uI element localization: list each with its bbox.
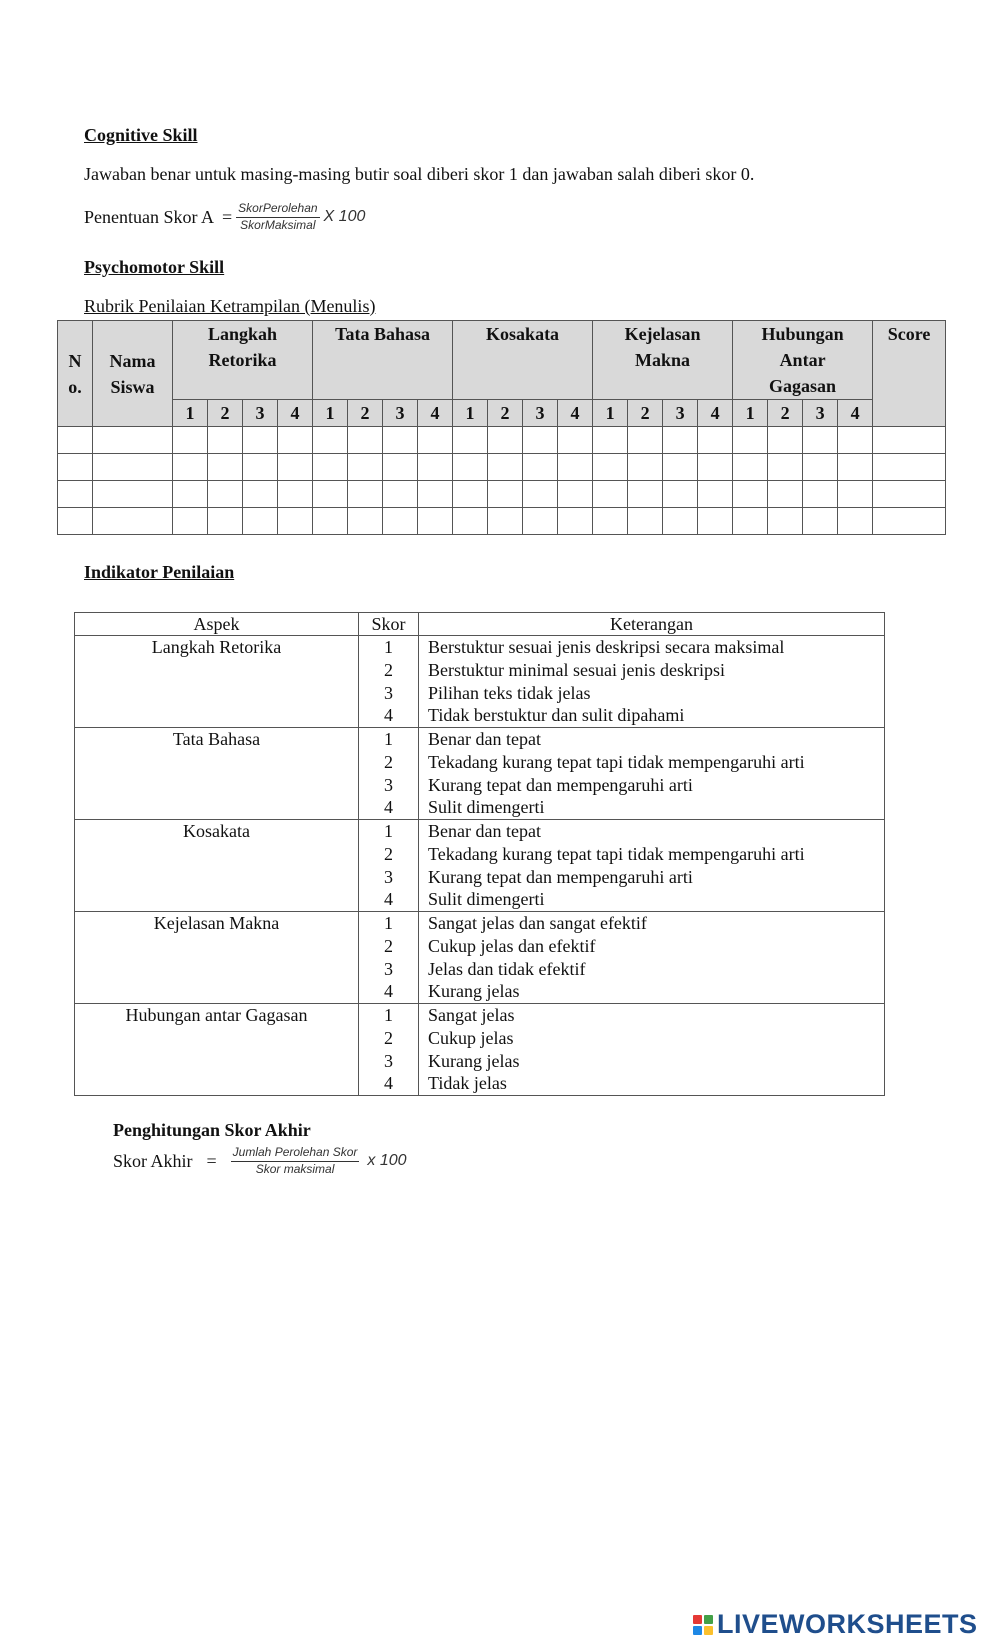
- indikator-aspek: Langkah Retorika: [75, 636, 359, 728]
- indikator-skor: 2: [384, 843, 393, 864]
- rubric-subscore-header: 1: [733, 400, 768, 427]
- rubric-empty-cell[interactable]: [58, 508, 93, 535]
- skor-a-multiplier: X 100: [323, 208, 366, 226]
- rubric-empty-cell[interactable]: [488, 481, 523, 508]
- rubric-empty-cell[interactable]: [383, 427, 418, 454]
- indikator-aspek: Kosakata: [75, 820, 359, 912]
- rubric-empty-cell[interactable]: [243, 508, 278, 535]
- rubric-subscore-header: 3: [803, 400, 838, 427]
- rubric-empty-cell[interactable]: [698, 454, 733, 481]
- indikator-skor: 4: [384, 889, 393, 910]
- cognitive-heading: Cognitive Skill: [84, 125, 198, 145]
- rubric-empty-cell[interactable]: [803, 508, 838, 535]
- indikator-row: [75, 636, 885, 728]
- rubric-empty-cell[interactable]: [628, 508, 663, 535]
- rubric-empty-cell[interactable]: [628, 481, 663, 508]
- rubric-empty-cell[interactable]: [243, 481, 278, 508]
- rubric-empty-cell[interactable]: [278, 427, 313, 454]
- indikator-keterangan: Benar dan tepat: [428, 821, 541, 841]
- rubric-header-tata-bahasa: Tata Bahasa: [313, 321, 453, 400]
- rubric-empty-cell[interactable]: [173, 508, 208, 535]
- indikator-skor-cell: [359, 820, 419, 912]
- cognitive-paragraph: Jawaban benar untuk masing-masing butir soal diberi skor 1 dan jawaban salah diberi skor 0.: [84, 164, 755, 184]
- rubric-subscore-header: 2: [208, 400, 243, 427]
- indikator-keterangan: Tidak berstuktur dan sulit dipahami: [428, 705, 685, 726]
- rubric-empty-cell[interactable]: [243, 427, 278, 454]
- rubric-subscore-header: 1: [173, 400, 208, 427]
- indikator-skor: 1: [384, 1005, 393, 1025]
- rubric-subscore-header: 2: [768, 400, 803, 427]
- rubric-empty-cell[interactable]: [768, 508, 803, 535]
- skor-akhir-multiplier: x 100: [367, 1152, 407, 1170]
- indikator-skor: 4: [384, 797, 393, 818]
- rubric-subscore-header: 4: [698, 400, 733, 427]
- indikator-keterangan-cell: [419, 728, 885, 820]
- rubric-header-hubungan-antar-gagasan: Hubungan Antar Gagasan: [733, 321, 873, 400]
- indikator-skor: 2: [384, 1027, 393, 1048]
- indikator-skor: 1: [384, 729, 393, 749]
- rubric-empty-cell[interactable]: [453, 427, 488, 454]
- rubric-empty-cell[interactable]: [663, 427, 698, 454]
- rubric-subscore-header: 3: [243, 400, 278, 427]
- indikator-skor: 1: [384, 913, 393, 933]
- indikator-skor: 2: [384, 935, 393, 956]
- skor-akhir-numerator: Jumlah Perolehan Skor: [231, 1146, 360, 1162]
- rubric-subscore-header: 1: [593, 400, 628, 427]
- rubric-empty-cell[interactable]: [558, 427, 593, 454]
- rubric-empty-cell[interactable]: [663, 508, 698, 535]
- indikator-keterangan: Tidak jelas: [428, 1073, 507, 1094]
- rubric-empty-cell[interactable]: [348, 427, 383, 454]
- rubric-empty-cell[interactable]: [593, 454, 628, 481]
- indikator-keterangan: Tekadang kurang tepat tapi tidak mempengaruhi arti: [428, 751, 805, 772]
- rubric-empty-cell[interactable]: [523, 427, 558, 454]
- indikator-keterangan: Kurang tepat dan mempengaruhi arti: [428, 774, 693, 795]
- rubric-empty-cell[interactable]: [838, 481, 873, 508]
- indikator-keterangan: Sulit dimengerti: [428, 889, 545, 910]
- rubric-table: [57, 320, 946, 535]
- indikator-aspek: Kejelasan Makna: [75, 912, 359, 1004]
- indikator-keterangan: Sangat jelas: [428, 1005, 515, 1025]
- rubric-header-kejelasan-makna: Kejelasan Makna: [593, 321, 733, 400]
- rubric-empty-cell[interactable]: [733, 508, 768, 535]
- rubric-subscore-header: 4: [278, 400, 313, 427]
- indikator-header-skor: Skor: [359, 613, 419, 636]
- rubric-subscore-header: 4: [558, 400, 593, 427]
- rubric-empty-cell[interactable]: [58, 454, 93, 481]
- rubric-title: Rubrik Penilaian Ketrampilan (Menulis): [84, 296, 376, 316]
- rubric-empty-cell[interactable]: [173, 427, 208, 454]
- rubric-empty-cell[interactable]: [838, 454, 873, 481]
- rubric-empty-cell[interactable]: [313, 427, 348, 454]
- rubric-empty-cell[interactable]: [733, 427, 768, 454]
- skor-a-numerator: SkorPerolehan: [236, 202, 319, 218]
- rubric-header-langkah-retorika: Langkah Retorika: [173, 321, 313, 400]
- rubric-empty-cell[interactable]: [803, 454, 838, 481]
- rubric-empty-cell[interactable]: [58, 481, 93, 508]
- rubric-empty-cell[interactable]: [873, 454, 946, 481]
- rubric-empty-cell[interactable]: [873, 481, 946, 508]
- indikator-skor: 1: [384, 821, 393, 841]
- rubric-empty-cell[interactable]: [453, 508, 488, 535]
- rubric-subscore-header: 3: [663, 400, 698, 427]
- rubric-subscore-header: 2: [348, 400, 383, 427]
- rubric-empty-cell[interactable]: [803, 427, 838, 454]
- rubric-empty-cell[interactable]: [278, 454, 313, 481]
- rubric-subscore-header: 3: [523, 400, 558, 427]
- rubric-empty-cell[interactable]: [838, 427, 873, 454]
- rubric-subscore-header: 1: [313, 400, 348, 427]
- rubric-empty-cell[interactable]: [593, 427, 628, 454]
- indikator-row: [75, 1004, 885, 1096]
- indikator-row: [75, 820, 885, 912]
- rubric-subscore-header: 4: [838, 400, 873, 427]
- skor-a-formula: [84, 202, 365, 233]
- rubric-empty-row: [58, 454, 946, 481]
- indikator-aspek: Hubungan antar Gagasan: [75, 1004, 359, 1096]
- rubric-empty-cell[interactable]: [93, 481, 173, 508]
- rubric-empty-cell[interactable]: [208, 427, 243, 454]
- indikator-keterangan: Sulit dimengerti: [428, 797, 545, 818]
- indikator-skor-cell: [359, 1004, 419, 1096]
- indikator-header-aspek: Aspek: [75, 613, 359, 636]
- rubric-empty-cell[interactable]: [383, 454, 418, 481]
- skor-akhir-heading: Penghitungan Skor Akhir: [113, 1120, 311, 1140]
- rubric-empty-cell[interactable]: [733, 481, 768, 508]
- indikator-keterangan: Cukup jelas dan efektif: [428, 935, 596, 956]
- indikator-row: [75, 728, 885, 820]
- indikator-keterangan: Cukup jelas: [428, 1027, 514, 1048]
- skor-a-label: Penentuan Skor A: [84, 206, 214, 227]
- rubric-empty-cell[interactable]: [383, 508, 418, 535]
- rubric-empty-cell[interactable]: [453, 481, 488, 508]
- indikator-skor: 3: [384, 866, 393, 887]
- indikator-keterangan: Kurang jelas: [428, 981, 520, 1002]
- skor-akhir-formula: [113, 1146, 407, 1177]
- indikator-skor: 2: [384, 659, 393, 680]
- rubric-empty-cell[interactable]: [243, 454, 278, 481]
- rubric-empty-cell[interactable]: [208, 508, 243, 535]
- rubric-empty-cell[interactable]: [418, 481, 453, 508]
- indikator-skor: 4: [384, 1073, 393, 1094]
- indikator-skor: 1: [384, 637, 393, 657]
- rubric-empty-cell[interactable]: [663, 454, 698, 481]
- rubric-empty-cell[interactable]: [523, 481, 558, 508]
- indikator-skor: 4: [384, 705, 393, 726]
- rubric-empty-cell[interactable]: [733, 454, 768, 481]
- indikator-keterangan: Berstuktur sesuai jenis deskripsi secara maksimal: [428, 637, 785, 657]
- rubric-empty-cell[interactable]: [173, 481, 208, 508]
- rubric-empty-cell[interactable]: [838, 508, 873, 535]
- indikator-row: [75, 912, 885, 1004]
- rubric-empty-cell[interactable]: [768, 427, 803, 454]
- skor-a-fraction: [236, 202, 319, 233]
- indikator-keterangan: Jelas dan tidak efektif: [428, 958, 586, 979]
- rubric-subscore-header: 2: [488, 400, 523, 427]
- indikator-keterangan: Benar dan tepat: [428, 729, 541, 749]
- indikator-keterangan: Kurang jelas: [428, 1050, 520, 1071]
- rubric-empty-cell[interactable]: [593, 481, 628, 508]
- rubric-empty-cell[interactable]: [278, 481, 313, 508]
- rubric-subscore-header: 3: [383, 400, 418, 427]
- rubric-empty-cell[interactable]: [768, 481, 803, 508]
- rubric-empty-cell[interactable]: [208, 454, 243, 481]
- indikator-keterangan-cell: [419, 1004, 885, 1096]
- indikator-aspek: Tata Bahasa: [75, 728, 359, 820]
- rubric-subscore-header: 2: [628, 400, 663, 427]
- rubric-empty-cell[interactable]: [348, 481, 383, 508]
- rubric-empty-cell[interactable]: [558, 454, 593, 481]
- rubric-empty-cell[interactable]: [93, 427, 173, 454]
- rubric-empty-cell[interactable]: [698, 508, 733, 535]
- rubric-empty-cell[interactable]: [348, 454, 383, 481]
- indikator-skor: 3: [384, 958, 393, 979]
- rubric-empty-row: [58, 427, 946, 454]
- indikator-skor-cell: [359, 636, 419, 728]
- rubric-empty-cell[interactable]: [873, 427, 946, 454]
- rubric-empty-cell[interactable]: [663, 481, 698, 508]
- indikator-header-keterangan: Keterangan: [419, 613, 885, 636]
- rubric-empty-cell[interactable]: [628, 427, 663, 454]
- indikator-skor: 2: [384, 751, 393, 772]
- skor-akhir-equals: =: [206, 1150, 217, 1171]
- indikator-keterangan: Pilihan teks tidak jelas: [428, 682, 591, 703]
- rubric-empty-cell[interactable]: [418, 454, 453, 481]
- rubric-empty-cell[interactable]: [698, 427, 733, 454]
- rubric-header-score: Score: [873, 321, 946, 427]
- rubric-empty-cell[interactable]: [453, 454, 488, 481]
- rubric-empty-cell[interactable]: [488, 454, 523, 481]
- indikator-keterangan: Kurang tepat dan mempengaruhi arti: [428, 866, 693, 887]
- indikator-skor: 3: [384, 774, 393, 795]
- rubric-empty-cell[interactable]: [418, 508, 453, 535]
- rubric-empty-cell[interactable]: [488, 508, 523, 535]
- liveworksheets-logo-icon: [693, 1615, 713, 1635]
- rubric-empty-cell[interactable]: [208, 481, 243, 508]
- rubric-empty-cell[interactable]: [93, 508, 173, 535]
- rubric-empty-cell[interactable]: [873, 508, 946, 535]
- indikator-keterangan-cell: [419, 912, 885, 1004]
- rubric-empty-cell[interactable]: [523, 508, 558, 535]
- rubric-empty-cell[interactable]: [768, 454, 803, 481]
- indikator-skor: 4: [384, 981, 393, 1002]
- rubric-empty-cell[interactable]: [523, 454, 558, 481]
- indikator-table: [74, 612, 885, 1096]
- rubric-empty-cell[interactable]: [313, 481, 348, 508]
- skor-akhir-label: Skor Akhir: [113, 1150, 193, 1171]
- indikator-skor: 3: [384, 682, 393, 703]
- indikator-skor: 3: [384, 1050, 393, 1071]
- skor-akhir-fraction: [231, 1146, 360, 1177]
- rubric-empty-cell[interactable]: [313, 454, 348, 481]
- skor-akhir-denominator: Skor maksimal: [255, 1161, 335, 1176]
- rubric-empty-cell[interactable]: [278, 508, 313, 535]
- skor-a-equals: =: [222, 206, 233, 227]
- rubric-empty-cell[interactable]: [313, 508, 348, 535]
- psychomotor-heading: Psychomotor Skill: [84, 257, 225, 277]
- rubric-header-no: N o.: [58, 321, 93, 427]
- rubric-empty-cell[interactable]: [488, 427, 523, 454]
- indikator-skor-cell: [359, 912, 419, 1004]
- rubric-empty-row: [58, 481, 946, 508]
- rubric-empty-cell[interactable]: [418, 427, 453, 454]
- rubric-header-nama: Nama Siswa: [93, 321, 173, 427]
- liveworksheets-logo: [693, 1609, 978, 1640]
- rubric-empty-cell[interactable]: [58, 427, 93, 454]
- rubric-header-kosakata: Kosakata: [453, 321, 593, 400]
- rubric-empty-cell[interactable]: [558, 481, 593, 508]
- rubric-subscore-header: 4: [418, 400, 453, 427]
- rubric-empty-cell[interactable]: [93, 454, 173, 481]
- rubric-empty-cell[interactable]: [383, 481, 418, 508]
- rubric-empty-cell[interactable]: [628, 454, 663, 481]
- indikator-keterangan: Sangat jelas dan sangat efektif: [428, 913, 647, 933]
- indikator-skor-cell: [359, 728, 419, 820]
- indikator-keterangan: Tekadang kurang tepat tapi tidak mempengaruhi arti: [428, 843, 805, 864]
- indikator-keterangan: Berstuktur minimal sesuai jenis deskripsi: [428, 659, 725, 680]
- indikator-keterangan-cell: [419, 820, 885, 912]
- rubric-empty-cell[interactable]: [593, 508, 628, 535]
- rubric-empty-row: [58, 508, 946, 535]
- liveworksheets-brand: LIVEWORKSHEETS: [717, 1609, 978, 1639]
- rubric-empty-cell[interactable]: [698, 481, 733, 508]
- indikator-keterangan-cell: [419, 636, 885, 728]
- rubric-empty-cell[interactable]: [558, 508, 593, 535]
- rubric-empty-cell[interactable]: [348, 508, 383, 535]
- skor-a-denominator: SkorMaksimal: [240, 217, 316, 232]
- rubric-subscore-header: 1: [453, 400, 488, 427]
- indikator-heading: Indikator Penilaian: [84, 562, 235, 582]
- rubric-empty-cell[interactable]: [803, 481, 838, 508]
- rubric-empty-cell[interactable]: [173, 454, 208, 481]
